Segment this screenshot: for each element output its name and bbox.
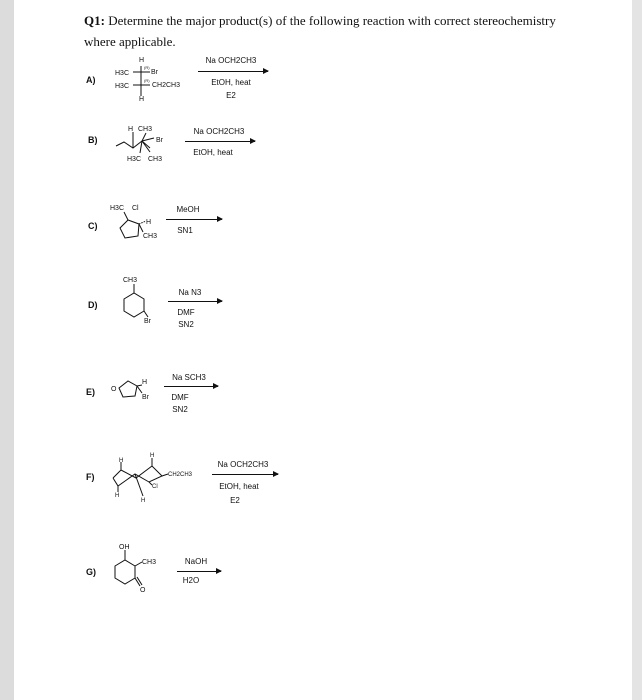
question-label: Q1: <box>84 13 105 28</box>
e-h: H <box>142 379 148 386</box>
e-arrow <box>164 386 218 387</box>
a-h-bot: H <box>139 96 145 103</box>
label-f: F) <box>86 472 95 482</box>
b-br: Br <box>156 137 163 144</box>
g-reagent: NaOH <box>184 557 208 566</box>
e-mechanism: SN2 <box>172 405 188 414</box>
a-h-top: H <box>139 57 145 64</box>
g-solvent: H2O <box>182 576 200 585</box>
b-h: H <box>128 126 134 133</box>
c-ch3: CH3 <box>143 233 158 240</box>
f-h1: H <box>119 458 124 464</box>
a-arrow <box>198 71 268 72</box>
g-oh: OH <box>119 544 130 551</box>
f-mechanism: E2 <box>230 496 240 505</box>
label-b: B) <box>88 135 98 145</box>
b-arrow <box>185 141 255 142</box>
b-solvent: EtOH, heat <box>193 148 233 157</box>
c-reagent: MeOH <box>176 205 200 214</box>
d-mechanism: SN2 <box>178 320 194 329</box>
label-a: A) <box>86 75 96 85</box>
e-solvent: DMF <box>171 393 189 402</box>
e-o: O <box>111 386 117 393</box>
f-h4: H <box>141 498 146 504</box>
c-mechanism: SN1 <box>177 226 193 235</box>
d-br: Br <box>144 318 151 325</box>
question-body: Determine the major product(s) of the following reaction with correct stereochemistry where applicable. <box>84 13 556 49</box>
a-reagent: Na OCH2CH3 <box>205 56 257 65</box>
c-h: H <box>146 219 152 226</box>
a-r-1: (R) <box>144 65 150 70</box>
f-cl: Cl <box>152 484 158 490</box>
f-arrow <box>212 474 278 475</box>
a-mechanism: E2 <box>226 91 236 100</box>
a-h3c-1: H3C <box>115 70 130 77</box>
d-arrow <box>168 301 222 302</box>
g-o: O <box>140 587 146 594</box>
f-solvent: EtOH, heat <box>219 482 259 491</box>
b-h3c: H3C <box>127 156 142 163</box>
a-solvent: EtOH, heat <box>211 78 251 87</box>
e-reagent: Na SCH3 <box>172 373 206 382</box>
label-d: D) <box>88 300 98 310</box>
d-reagent: Na N3 <box>178 288 202 297</box>
f-h2: H <box>150 453 155 459</box>
e-br: Br <box>142 394 149 401</box>
b-ch3-bot: CH3 <box>148 156 163 163</box>
b-ch3-top: CH3 <box>138 126 153 133</box>
c-h3c: H3C <box>110 205 125 212</box>
f-reagent: Na OCH2CH3 <box>217 460 269 469</box>
label-c: C) <box>88 221 98 231</box>
g-arrow <box>177 571 221 572</box>
d-ch3: CH3 <box>123 277 138 284</box>
a-r-2: (R) <box>144 78 150 83</box>
c-arrow <box>166 219 222 220</box>
f-h3: H <box>115 493 120 499</box>
f-ch2ch3: CH2CH3 <box>168 472 193 478</box>
label-g: G) <box>86 567 96 577</box>
a-br: Br <box>151 69 158 76</box>
a-ch2ch3: CH2CH3 <box>152 82 181 89</box>
d-solvent: DMF <box>177 308 195 317</box>
a-h3c-2: H3C <box>115 83 130 90</box>
g-ch3: CH3 <box>142 559 157 566</box>
c-cl: Cl <box>132 205 139 212</box>
label-e: E) <box>86 387 95 397</box>
b-reagent: Na OCH2CH3 <box>193 127 245 136</box>
